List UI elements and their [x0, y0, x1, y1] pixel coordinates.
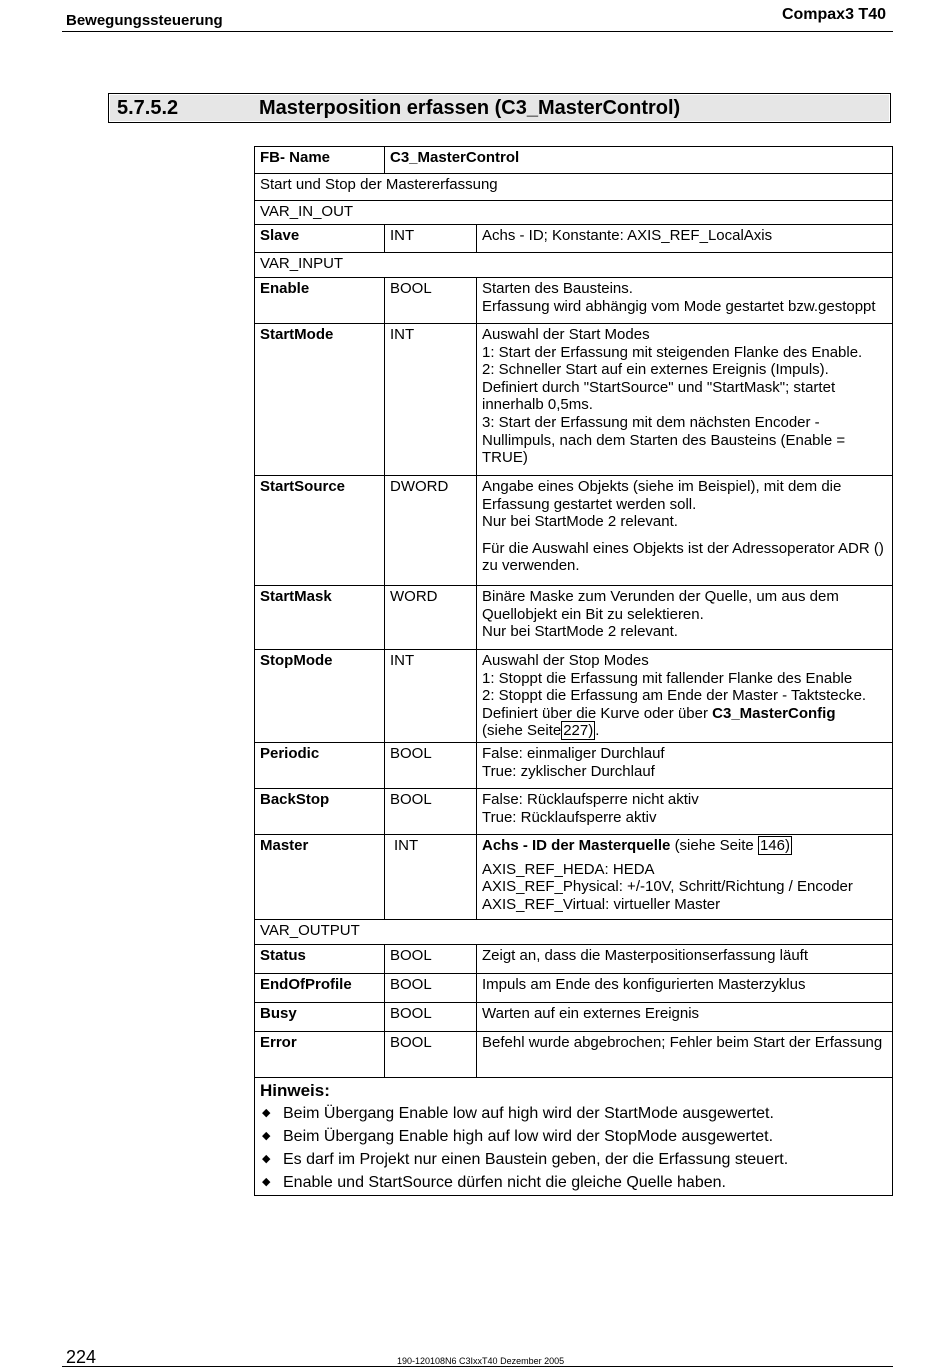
- diamond-bullet-icon: ◆: [262, 1153, 271, 1165]
- table-row: [255, 1003, 893, 1032]
- notes-list: [260, 1102, 887, 1194]
- notes-cell: [255, 1078, 893, 1196]
- param-name: EndOfProfile: [255, 974, 385, 1003]
- desc-line: True: Rücklaufsperre aktiv: [482, 808, 657, 826]
- desc-line: [482, 837, 887, 855]
- param-name: StartMode: [255, 324, 385, 476]
- desc-line: Definiert durch "StartSource" und "StartMask"; startet innerhalb 0,5ms.: [482, 378, 836, 414]
- function-block-table: [254, 146, 893, 1196]
- footer-rule: [62, 1366, 893, 1367]
- param-description: [477, 789, 893, 835]
- param-name: Enable: [255, 278, 385, 324]
- param-type: INT: [385, 835, 477, 920]
- desc-line: AXIS_REF_Physical: +/-10V, Schritt/Richtung / Encoder: [482, 878, 853, 896]
- table-row: [255, 835, 893, 920]
- page-number: 224: [66, 1347, 97, 1367]
- table-row: [255, 225, 893, 253]
- param-type: WORD: [385, 586, 477, 650]
- param-name: Error: [255, 1032, 385, 1078]
- param-name: Master: [255, 835, 385, 920]
- param-type: BOOL: [385, 945, 477, 974]
- param-type: BOOL: [385, 789, 477, 835]
- note-text: Beim Übergang Enable low auf high wird der StartMode ausgewertet.: [283, 1105, 774, 1122]
- param-description: [477, 476, 893, 586]
- note-text: Enable und StartSource dürfen nicht die gleiche Quelle haben.: [283, 1174, 726, 1191]
- desc-line: Auswahl der Start Modes: [482, 326, 650, 343]
- param-description: [477, 835, 893, 920]
- param-type: DWORD: [385, 476, 477, 586]
- page-reference-link[interactable]: 227): [563, 722, 594, 740]
- desc-bold: C3_MasterConfig: [712, 704, 836, 722]
- param-type: INT: [385, 324, 477, 476]
- param-description: [477, 278, 893, 324]
- table-row: [255, 974, 893, 1003]
- desc-line: Erfassung wird abhängig vom Mode gestartet bzw.gestoppt: [482, 297, 876, 315]
- table-row: [255, 1032, 893, 1078]
- section-title: Masterposition erfassen (C3_MasterControl): [259, 97, 681, 119]
- param-type: BOOL: [385, 974, 477, 1003]
- table-row: [255, 476, 893, 586]
- section-number: 5.7.5.2: [117, 97, 179, 119]
- desc-line: False: Rücklaufsperre nicht aktiv: [482, 791, 699, 808]
- param-name: StartSource: [255, 476, 385, 586]
- note-text: Es darf im Projekt nur einen Baustein geben, der die Erfassung steuert.: [283, 1151, 789, 1168]
- param-type: BOOL: [385, 1032, 477, 1078]
- param-name: BackStop: [255, 789, 385, 835]
- param-name: Slave: [255, 225, 385, 253]
- param-name: Periodic: [255, 743, 385, 789]
- table-row: [255, 945, 893, 974]
- desc-line: Nur bei StartMode 2 relevant.: [482, 513, 678, 531]
- desc-line: Starten des Bausteins.: [482, 280, 633, 297]
- notes-title: Hinweis:: [260, 1081, 330, 1100]
- param-type: BOOL: [385, 743, 477, 789]
- note-text: Beim Übergang Enable high auf low wird der StopMode ausgewertet.: [283, 1128, 774, 1145]
- fb-name-label: FB- Name: [255, 147, 385, 174]
- param-description: Impuls am Ende des konfigurierten Masterzyklus: [477, 974, 893, 1003]
- param-type: BOOL: [385, 278, 477, 324]
- footer-doc-id: 190-120108N6 C3IxxT40 Dezember 2005: [397, 1356, 565, 1366]
- param-type: BOOL: [385, 1003, 477, 1032]
- diamond-bullet-icon: ◆: [262, 1107, 271, 1119]
- page-reference-link[interactable]: 146): [759, 837, 790, 854]
- param-name: Status: [255, 945, 385, 974]
- header-right: Compax3 T40: [781, 6, 886, 23]
- param-description: Befehl wurde abgebrochen; Fehler beim Start der Erfassung: [477, 1032, 893, 1078]
- fb-description-row: [255, 174, 893, 201]
- desc-line: Für die Auswahl eines Objekts ist der Adressoperator ADR () zu verwenden.: [482, 539, 884, 575]
- desc-line: 2: Stoppt die Erfassung am Ende der Master - Taktstecke.: [482, 687, 867, 705]
- header-left: Bewegungssteuerung: [66, 12, 223, 29]
- desc-line: Angabe eines Objekts (siehe im Beispiel), mit dem die Erfassung gestartet werden soll.: [482, 478, 842, 513]
- desc-text: (siehe Seite: [482, 722, 562, 740]
- header-rule: [62, 31, 893, 32]
- list-item: [260, 1148, 887, 1171]
- desc-line: 1: Start der Erfassung mit steigenden Flanke des Enable.: [482, 343, 863, 361]
- param-name: StartMask: [255, 586, 385, 650]
- table-row: [255, 743, 893, 789]
- desc-line: 1: Stoppt die Erfassung mit fallender Flanke des Enable: [482, 669, 853, 687]
- group-var-output: VAR_OUTPUT: [255, 920, 893, 945]
- desc-line: AXIS_REF_Virtual: virtueller Master: [482, 895, 721, 913]
- desc-line: Binäre Maske zum Verunden der Quelle, um aus dem Quellobjekt ein Bit zu selektieren.: [482, 588, 839, 623]
- list-item: [260, 1102, 887, 1125]
- param-description: [477, 650, 893, 743]
- diamond-bullet-icon: ◆: [262, 1176, 271, 1188]
- table-row: [255, 789, 893, 835]
- desc-line: False: einmaliger Durchlauf: [482, 745, 665, 762]
- fb-name-row: [255, 147, 893, 174]
- table-row: [255, 650, 893, 743]
- table-row: [255, 586, 893, 650]
- param-description: [477, 586, 893, 650]
- list-item: [260, 1125, 887, 1148]
- param-description: [477, 743, 893, 789]
- group-var-input: VAR_INPUT: [255, 253, 893, 278]
- desc-text: Definiert über die Kurve oder über: [482, 704, 708, 722]
- param-name: StopMode: [255, 650, 385, 743]
- desc-line: 2: Schneller Start auf ein externes Ereignis (Impuls).: [482, 361, 829, 379]
- desc-line: Auswahl der Stop Modes: [482, 652, 649, 669]
- desc-line: True: zyklischer Durchlauf: [482, 762, 655, 780]
- desc-line: [482, 722, 887, 740]
- param-type: INT: [385, 225, 477, 253]
- diamond-bullet-icon: ◆: [262, 1130, 271, 1142]
- param-description: [477, 324, 893, 476]
- section-heading: [108, 93, 891, 123]
- desc-bold: Achs - ID der Masterquelle: [482, 837, 671, 854]
- desc-line: Nur bei StartMode 2 relevant.: [482, 623, 678, 641]
- param-description: Achs - ID; Konstante: AXIS_REF_LocalAxis: [477, 225, 893, 253]
- param-description: Zeigt an, dass die Masterpositionserfassung läuft: [477, 945, 893, 974]
- desc-line: 3: Start der Erfassung mit dem nächsten Encoder - Nullimpuls, nach dem Starten des Bausteins (Enable = TRUE): [482, 413, 846, 467]
- desc-text: .: [595, 722, 600, 740]
- group-var-in-out: VAR_IN_OUT: [255, 201, 893, 225]
- desc-line: [482, 705, 887, 723]
- list-item: [260, 1171, 887, 1194]
- param-description: Warten auf ein externes Ereignis: [477, 1003, 893, 1032]
- fb-description: Start und Stop der Mastererfassung: [255, 174, 893, 201]
- param-name: Busy: [255, 1003, 385, 1032]
- table-row: [255, 324, 893, 476]
- notes-row: [255, 1078, 893, 1196]
- fb-name-value: C3_MasterControl: [385, 147, 893, 174]
- desc-line: AXIS_REF_HEDA: HEDA: [482, 860, 655, 878]
- desc-text: (siehe Seite: [674, 837, 754, 854]
- table-row: [255, 278, 893, 324]
- param-type: INT: [385, 650, 477, 743]
